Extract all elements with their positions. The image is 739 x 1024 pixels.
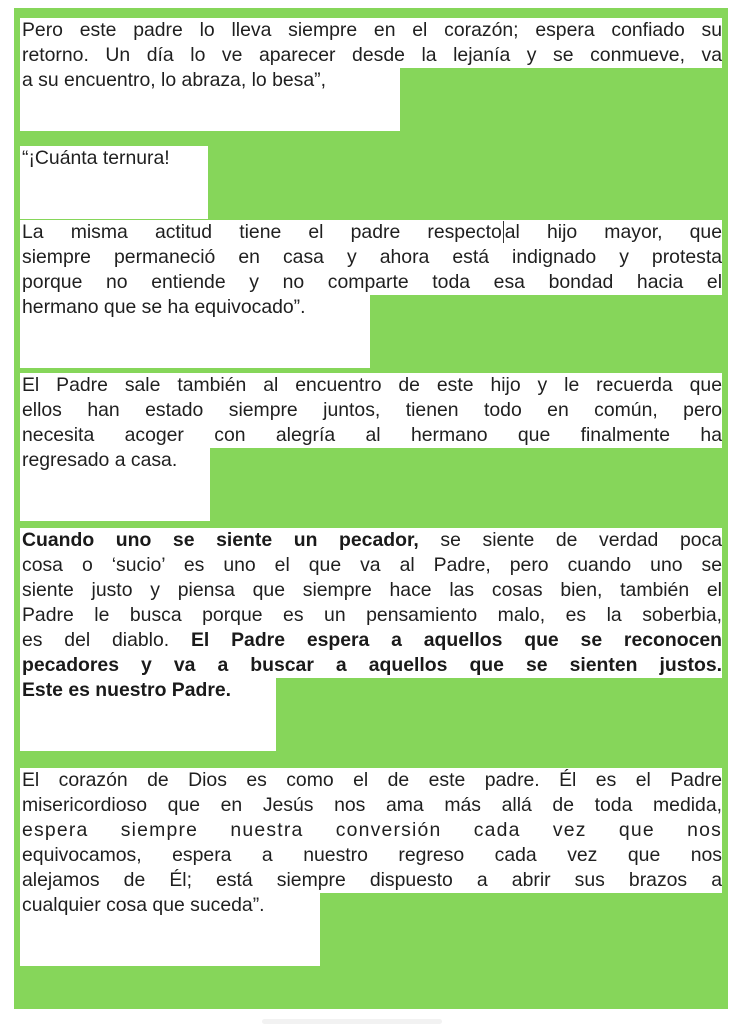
text-line: El corazón de Dios es como el de este padre. Él es el Padre: [22, 769, 722, 791]
text-line: Padre le busca porque es un pensamiento malo, es la soberbia,: [22, 604, 722, 626]
text-line: siente justo y piensa que siempre hace las cosas bien, también el: [22, 579, 722, 601]
text-line: cosa o ‘sucio’ es uno el que va al Padre, pero cuando uno se: [22, 554, 722, 576]
green-background-panel: [14, 8, 728, 1009]
text-line: porque no entiende y no comparte toda esa bondad hacia el: [22, 271, 722, 293]
paragraph-gap: [20, 171, 208, 219]
text-line: retorno. Un día lo ve aparecer desde la lejanía y se conmueve, va: [22, 44, 722, 66]
text-line: ellos han estado siempre juntos, tienen todo en común, pero: [22, 399, 722, 421]
text-line: regresado a casa.: [20, 448, 210, 473]
text-line: misericordioso que en Jesús nos ama más allá de toda medida,: [22, 794, 722, 816]
paragraph-4: [20, 373, 722, 521]
bold-lead: Cuando uno se siente un pecador,: [22, 529, 419, 551]
text-line: Cuando uno se siente un pecador, se siente de verdad poca: [22, 529, 722, 551]
text-line: “¡Cuánta ternura!: [20, 146, 208, 171]
text-line: Pero este padre lo lleva siempre en el corazón; espera confiado su: [22, 19, 722, 41]
paragraph-6: [20, 768, 722, 966]
text-line: Este es nuestro Padre.: [20, 678, 276, 703]
paragraph-gap: [20, 320, 370, 368]
text-line: pecadores y va a buscar a aquellos que se sienten justos.: [22, 654, 722, 676]
paragraph-3: [20, 220, 722, 368]
paragraph-gap: [20, 703, 276, 751]
text-line: El Padre sale también al encuentro de este hijo y le recuerda que: [22, 374, 722, 396]
paragraph-1: [20, 18, 722, 131]
paragraph-gap: [20, 93, 400, 131]
paragraph-gap: [20, 473, 210, 521]
text-line: es del diablo. El Padre espera a aquellos que se reconocen: [22, 629, 722, 651]
text-line: siempre permaneció en casa y ahora está indignado y protesta: [22, 246, 722, 268]
text-line: equivocamos, espera a nuestro regreso cada vez que nos: [22, 844, 722, 866]
text-line: espera siempre nuestra conversión cada vez que nos: [22, 819, 722, 841]
paragraph-2: [20, 146, 722, 219]
text-line: necesita acoger con alegría al hermano que finalmente ha: [22, 424, 722, 446]
text-line: a su encuentro, lo abraza, lo besa”,: [20, 68, 400, 93]
paragraph-5: [20, 528, 722, 751]
paragraph-gap: [20, 918, 320, 966]
text-line: alejamos de Él; está siempre dispuesto a abrir sus brazos a: [22, 869, 722, 891]
text-line: La misma actitud tiene el padre respecto al hijo mayor, que: [22, 221, 722, 243]
bottom-scroll-indicator: [262, 1019, 442, 1024]
text-line: hermano que se ha equivocado”.: [20, 295, 370, 320]
text-line: cualquier cosa que suceda”.: [20, 893, 320, 918]
